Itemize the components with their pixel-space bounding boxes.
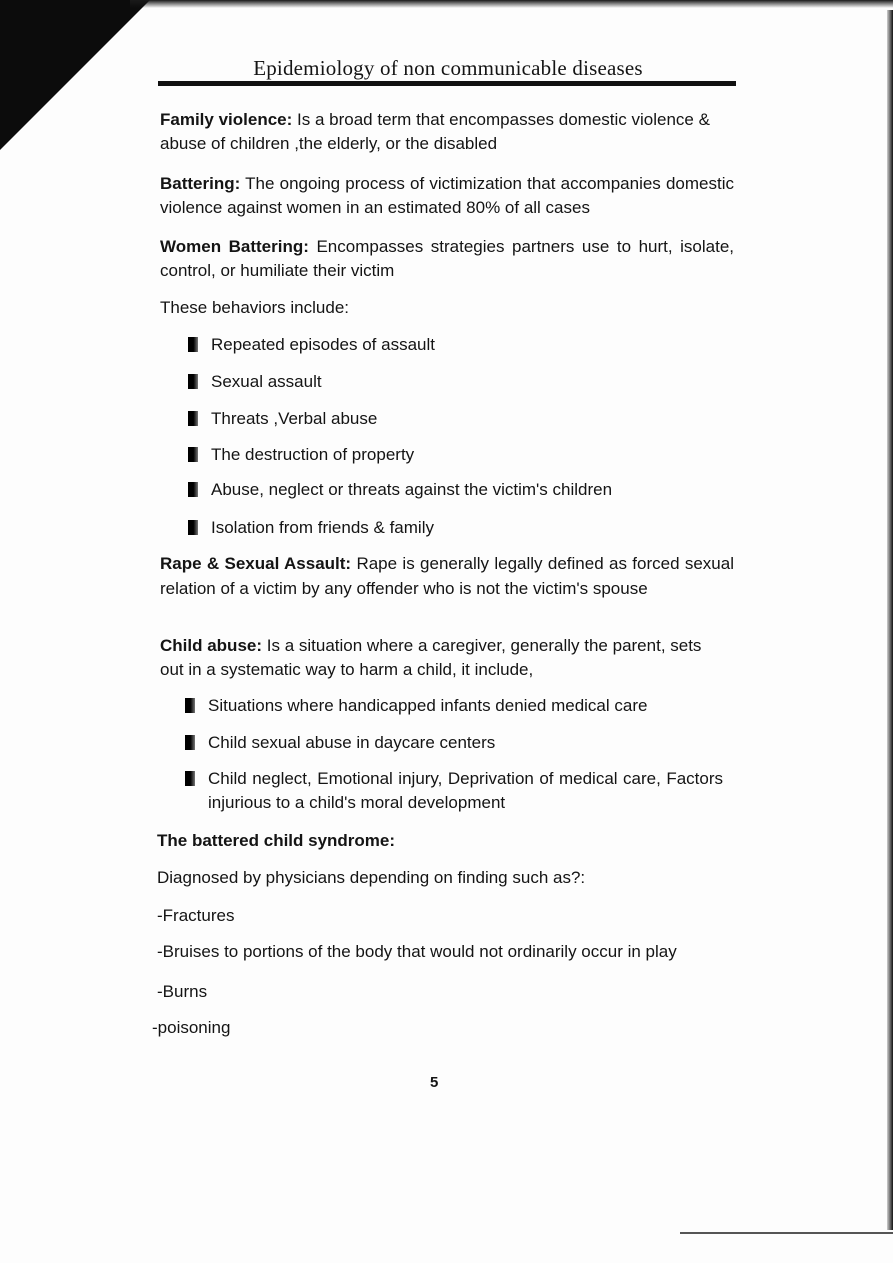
bullet-icon (185, 698, 195, 713)
page-title: Epidemiology of non communicable diseases (253, 56, 643, 80)
battered-child-heading: The battered child syndrome: (157, 831, 396, 850)
term-child-abuse: Child abuse: (160, 636, 263, 655)
list-item-text: Abuse, neglect or threats against the victim's children (211, 480, 613, 499)
term-rape: Rape & Sexual Assault: (160, 554, 352, 573)
list-item (188, 443, 728, 467)
finding-item: -Fractures (157, 906, 235, 925)
scan-edge-bottom (680, 1232, 893, 1234)
page-number: 5 (430, 1074, 439, 1091)
bullet-icon (188, 520, 198, 535)
term-women-battering: Women Battering: (160, 237, 309, 256)
bullet-icon (188, 411, 198, 426)
list-item (185, 731, 725, 755)
list-item-text: Isolation from friends & family (211, 518, 434, 537)
term-family-violence: Family violence: (160, 110, 293, 129)
definition-text: Rape is generally legally defined as forced sexual relation of a victim by any offender who is not the victim's spouse (160, 554, 734, 598)
list-item (188, 370, 728, 394)
battered-child-intro: Diagnosed by physicians depending on finding such as?: (157, 868, 586, 887)
definition-women-battering (160, 235, 734, 283)
bullet-icon (185, 735, 195, 750)
term-battering: Battering: (160, 174, 241, 193)
title-underline-divider (158, 81, 736, 86)
finding-item: -Bruises to portions of the body that would not ordinarily occur in play (157, 942, 677, 961)
list-item-text: Child sexual abuse in daycare centers (208, 733, 496, 752)
definition-family-violence (160, 108, 734, 156)
definition-text: Is a situation where a caregiver, generally the parent, sets out in a systematic way to harm a child, it include, (160, 636, 702, 679)
list-item-text: Child neglect, Emotional injury, Deprivation of medical care, Factors injurious to a child's moral development (208, 769, 723, 812)
scan-shadow-right (887, 10, 893, 1230)
list-item-text: Situations where handicapped infants denied medical care (208, 696, 648, 715)
definition-text: Is a broad term that encompasses domestic violence & abuse of children ,the elderly, or the disabled (160, 110, 710, 153)
list-item-text: The destruction of property (211, 445, 415, 464)
list-item-text: Threats ,Verbal abuse (211, 409, 378, 428)
bullet-icon (188, 482, 198, 497)
finding-item: -Burns (157, 982, 208, 1001)
list-item (185, 694, 725, 718)
bullet-icon (188, 374, 198, 389)
definition-text: The ongoing process of victimization that accompanies domestic violence against women in an estimated 80% of all cases (160, 174, 735, 217)
list-item (188, 478, 728, 502)
list-item (188, 333, 728, 357)
bullet-icon (185, 771, 195, 786)
definition-child-abuse (160, 634, 728, 682)
list-item (188, 516, 728, 540)
definition-rape (160, 551, 734, 601)
list-item-text: Repeated episodes of assault (211, 335, 435, 354)
finding-item: -poisoning (152, 1018, 231, 1037)
list-item (188, 407, 728, 431)
definition-battering (160, 172, 734, 220)
list-item (185, 767, 723, 815)
list-item-text: Sexual assault (211, 372, 322, 391)
scan-shadow-top (130, 0, 893, 8)
behaviors-intro: These behaviors include: (160, 298, 350, 317)
bullet-icon (188, 447, 198, 462)
scan-shadow-corner (0, 0, 150, 150)
definition-text: Encompasses strategies partners use to hurt, isolate, control, or humiliate their victim (160, 237, 734, 280)
bullet-icon (188, 337, 198, 352)
